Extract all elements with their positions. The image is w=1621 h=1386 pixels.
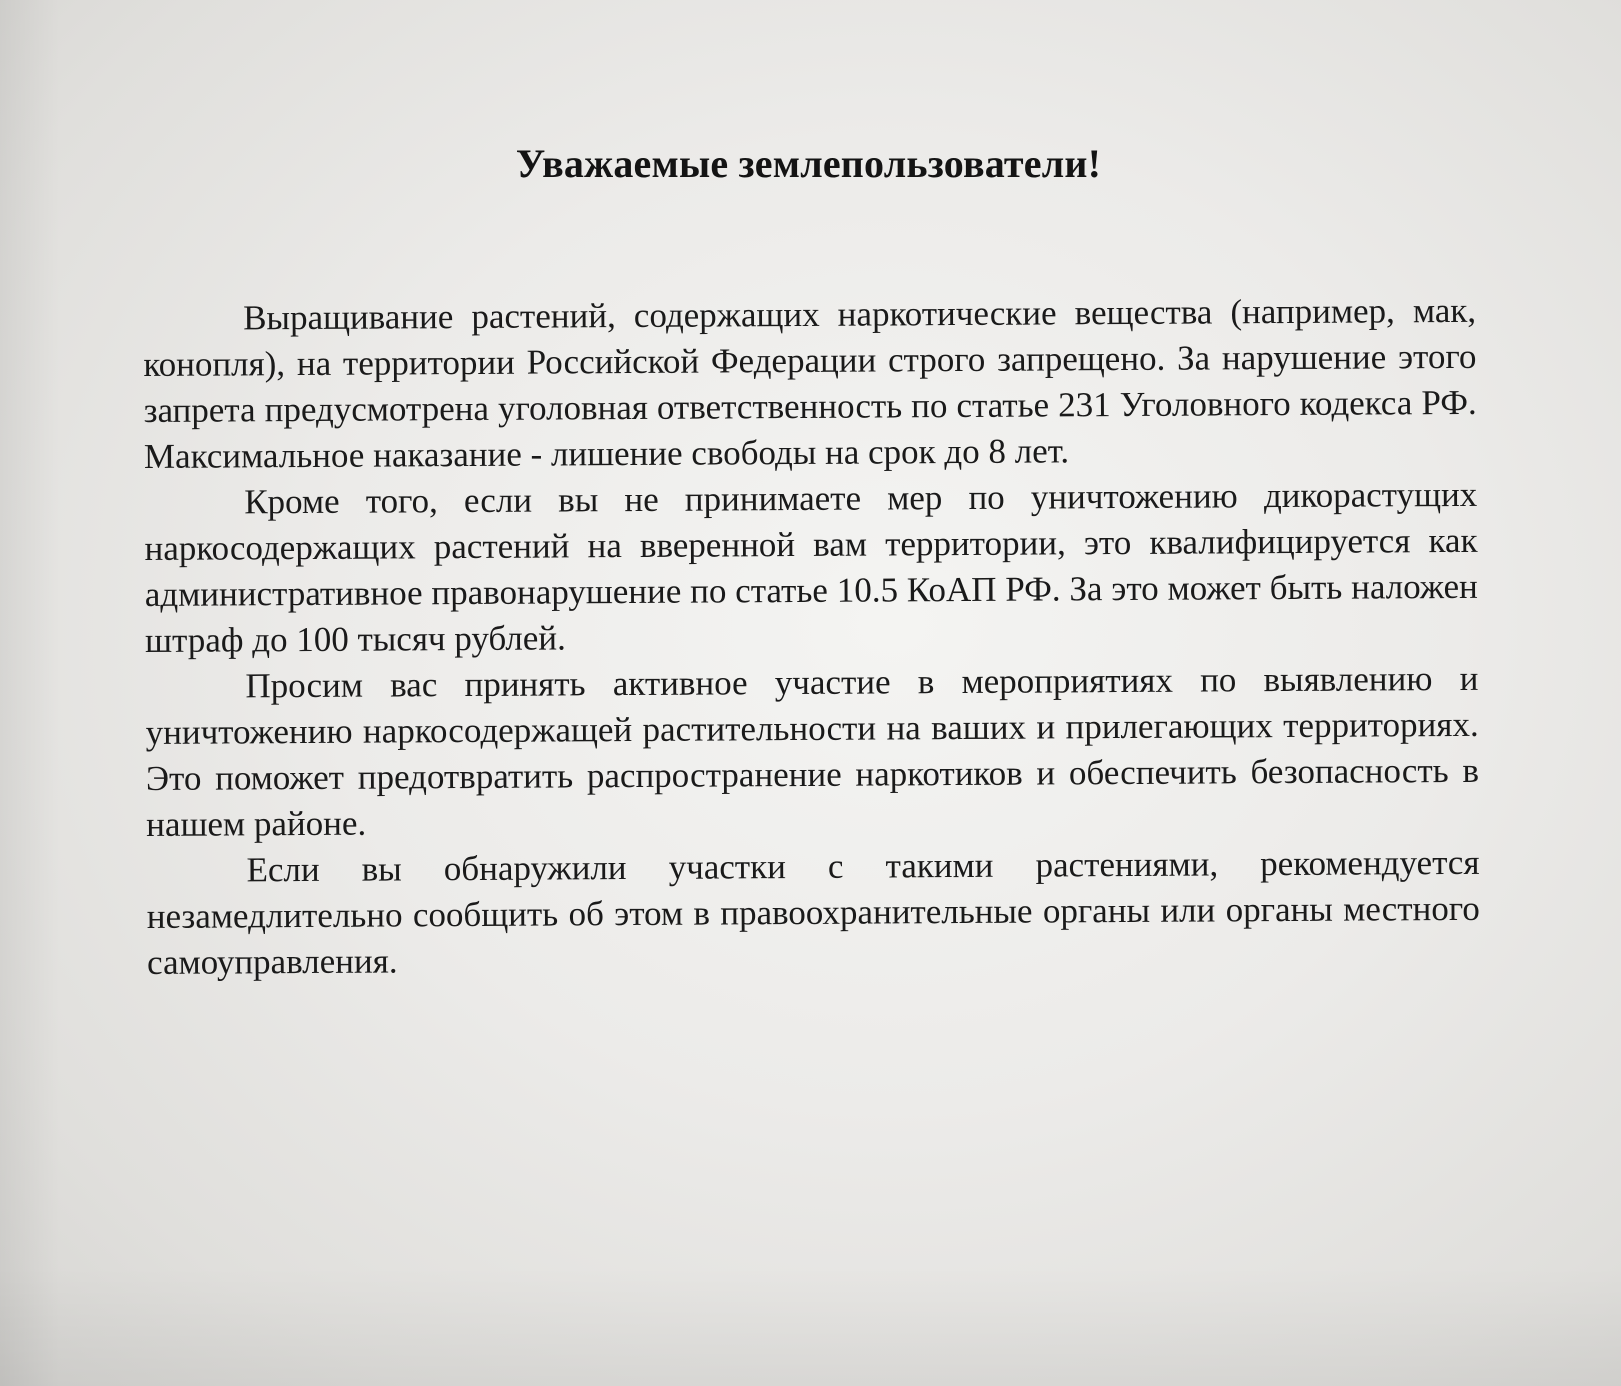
document-body [143, 288, 1480, 986]
paragraph-cultivation-ban: Выращивание растений, содержащих наркотические вещества (например, мак, конопля), на территории Российской Федерации строго запрещено. За нарушение этого запрета предусмотрена уголовная ответственность по статье 231 Уголовного кодекса РФ. Максимальное наказание - лишение свободы на срок до 8 лет. [143, 290, 1477, 476]
page-shadow-bottom [0, 1266, 1621, 1386]
document-title: Уважаемые землепользователи! [515, 141, 1102, 186]
paragraph-reporting: Если вы обнаружили участки с такими растениями, рекомендуется незамедлительно сообщить об этом в правоохранительные органы или органы местного самоуправления. [146, 842, 1480, 982]
page-shadow-left [0, 0, 60, 1386]
paragraph-wild-plants-fine: Кроме того, если вы не принимаете мер по уничтожению дикорастущих наркосодержащих растений на вверенной вам территории, это квалифицируется как административное правонарушение по статье 10.5 КоАП РФ. За это может быть наложен штраф до 100 тысяч рублей. [144, 474, 1478, 660]
paragraph-participation-request: Просим вас принять активное участие в мероприятиях по выявлению и уничтожению наркосодержащей растительности на ваших и прилегающих территориях. Это поможет предотвратить распространение наркотиков и обеспечить безопасность в нашем районе. [145, 658, 1480, 844]
